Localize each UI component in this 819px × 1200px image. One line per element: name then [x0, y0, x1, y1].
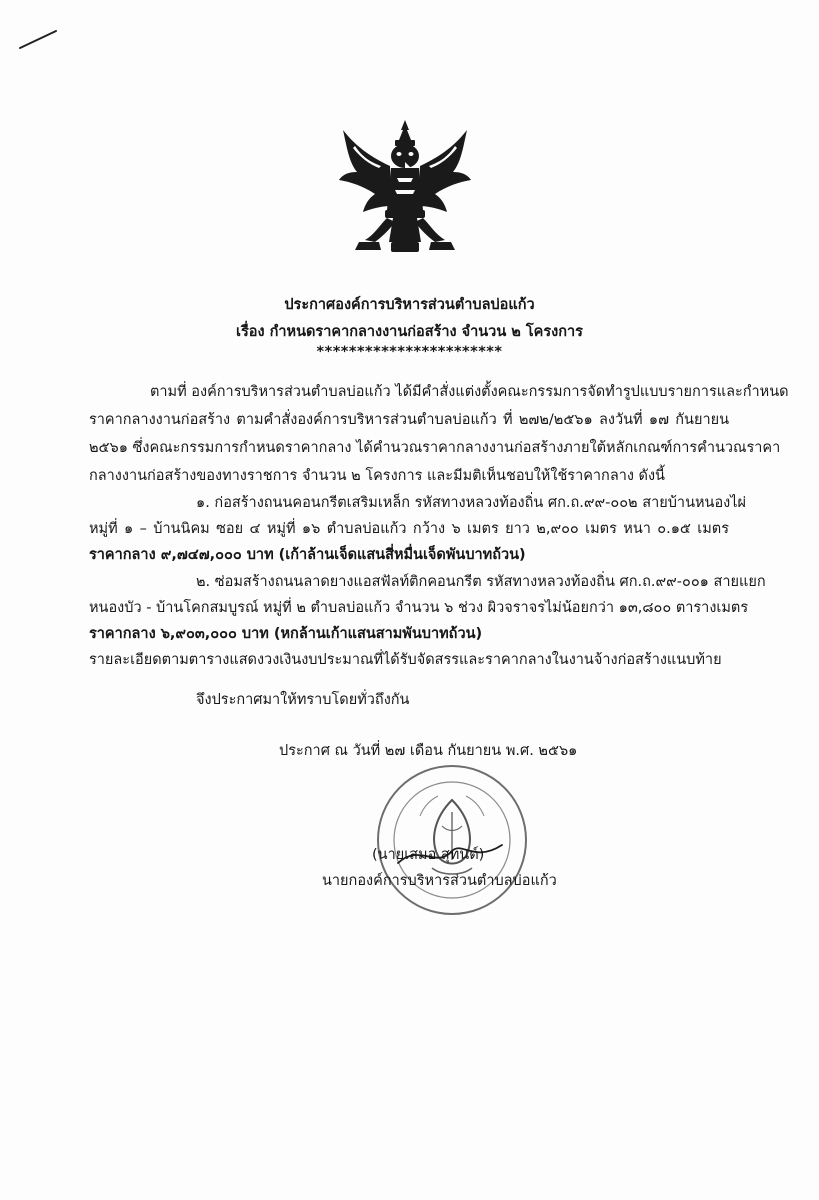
- header-divider: ***********************: [316, 344, 503, 360]
- intro-line-2: ราคากลางงานก่อสร้าง ตามคำสั่งองค์การบริหารส่วนตำบลบ่อแก้ว ที่ ๒๗๒/๒๕๖๑ ลงวันที่ ๑๗ กันยายน: [89, 412, 729, 428]
- details-note: รายละเอียดตามตารางแสดงวงเงินงบประมาณที่ได้รับจัดสรรและราคากลางในงานจ้างก่อสร้างแนบท้าย: [89, 652, 722, 668]
- signer-position: นายกองค์การบริหารส่วนตำบลบ่อแก้ว: [322, 873, 557, 889]
- signer-name: (นายเสมอ สุทนต์): [372, 847, 485, 863]
- closing-statement: จึงประกาศมาให้ทราบโดยทั่วถึงกัน: [196, 692, 410, 708]
- announcement-date: ประกาศ ณ วันที่ ๒๗ เดือน กันยายน พ.ศ. ๒๕๖๑: [279, 743, 578, 759]
- project-2-line-2: หนองบัว - บ้านโคกสมบูรณ์ หมู่ที่ ๒ ตำบลบ่อแก้ว จำนวน ๖ ช่วง ผิวจราจรไม่น้อยกว่า ๑๓,๘๐๐ ตารางเมตร: [89, 600, 749, 616]
- pen-mark: [18, 28, 58, 50]
- project-2-line-1: ๒. ซ่อมสร้างถนนลาดยางแอสฟัลท์ติกคอนกรีต รหัสทางหลวงท้องถิ่น ศก.ถ.๙๙-๐๐๑ สายแยก: [196, 574, 766, 590]
- intro-line-1: ตามที่ องค์การบริหารส่วนตำบลบ่อแก้ว ได้มีคำสั่งแต่งตั้งคณะกรรมการจัดทำรูปแบบรายการและกำหนด: [150, 384, 789, 400]
- project-1-line-1: ๑. ก่อสร้างถนนคอนกรีตเสริมเหล็ก รหัสทางหลวงท้องถิ่น ศก.ถ.๙๙-๐๐๒ สายบ้านหนองไผ่: [196, 495, 747, 511]
- project-2-price: ราคากลาง ๖,๙๐๓,๐๐๐ บาท (หกล้านเก้าแสนสามพันบาทถ้วน): [89, 626, 483, 642]
- intro-line-3: ๒๕๖๑ ซึ่งคณะกรรมการกำหนดราคากลาง ได้คำนวณราคากลางงานก่อสร้างภายใต้หลักเกณฑ์การคำนวณราคา: [89, 440, 781, 456]
- intro-line-4: กลางงานก่อสร้างของทางราชการ จำนวน ๒ โครงการ และมีมติเห็นชอบให้ใช้ราคากลาง ดังนี้: [89, 468, 665, 484]
- announcement-title: ประกาศองค์การบริหารส่วนตำบลบ่อแก้ว: [284, 297, 535, 313]
- project-1-line-2: หมู่ที่ ๑ – บ้านนิคม ซอย ๔ หมู่ที่ ๑๖ ตำบลบ่อแก้ว กว้าง ๖ เมตร ยาว ๒,๙๐๐ เมตร หนา ๐.๑๕ เมตร: [89, 521, 729, 537]
- garuda-emblem: [335, 118, 475, 260]
- project-1-price: ราคากลาง ๙,๗๔๗,๐๐๐ บาท (เก้าล้านเจ็ดแสนสี่หมื่นเจ็ดพันบาทถ้วน): [89, 547, 526, 563]
- announcement-subject: เรื่อง กำหนดราคากลางงานก่อสร้าง จำนวน ๒ โครงการ: [236, 324, 583, 340]
